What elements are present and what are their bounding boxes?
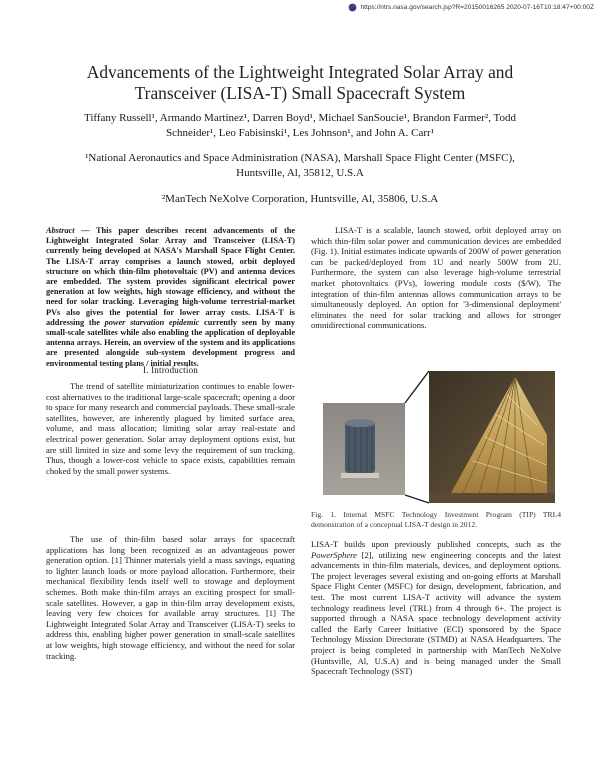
affiliation-nasa — [60, 151, 540, 181]
url-stamp-text: https://ntrs.nasa.gov/search.jsp?R=20150016265 2020-07-16T10:18:47+00:00Z — [360, 4, 594, 11]
title-line-2: Transceiver (LISA-T) Small Spacecraft System — [134, 83, 466, 103]
right-paragraph-2 — [311, 539, 561, 677]
nasa-ntrs-logo-icon — [348, 3, 357, 12]
deployed-array-photo — [429, 371, 555, 503]
right-paragraph-1-text: LISA-T is a scalable, launch stowed, orbit deployed array on which thin-film solar power and communication devices are embedded (Fig. 1). Initial estimates indicate upwards of 200W of power generation can be packed/deployed from 1U and nearly 500W from 2U. Furthermore, the system can also leverage high-volume terrestrial market photovoltaics (PVs), lowering module costs ($/W). The integration of thin-film antennas allows communication arrays to be simultaneously deployed. An option for '3-dimensional deployment' eliminates the need for solar tracking and allows for stronger omnidirectional communications. — [311, 225, 561, 331]
abstract — [46, 226, 295, 369]
right-paragraph-1 — [311, 225, 561, 331]
authors-line-2: Schneider¹, Leo Fabisinski¹, Les Johnson¹, and John A. Carr¹ — [166, 127, 434, 139]
title-line-1: Advancements of the Lightweight Integrated Solar Array and — [86, 62, 514, 82]
intro-paragraph-2-text: The use of thin-film based solar arrays for spacecraft applications has long been recognized as an advantageous power generation option. [1] Thinner materials yield a mass savings, equating to lighter launch loads or more payload allocation. Furthermore, their mechanical flexibility lends itself well to stowage and deployment schemes. Both make thin-film arrays an exciting prospect for small-scale satellites. However, a gap in thin-film array development exists, leaving very few choices for available array structures. [1] The Lightweight Integrated Solar Array and Transceiver (LISA-T) seeks to address this, enabling higher power generation in small-scale satellites at low weights, high stowage efficiency, and without the need for solar tracking. — [46, 534, 295, 661]
authors-line-1: Tiffany Russell¹, Armando Martinez¹, Darren Boyd¹, Michael SanSoucie¹, Brandon Farmer², Todd — [84, 112, 516, 124]
figure-1-caption: Fig. 1. Internal MSFC Technology Investment Program (TIP) TRL4 demonstration of a conceptual LISA-T design in 2012. — [311, 510, 561, 529]
affiliation-1-line-1: ¹National Aeronautics and Space Administration (NASA), Marshall Space Flight Center (MSFC), — [85, 152, 515, 164]
stowed-array-inset — [323, 403, 405, 495]
abstract-emphasis: power starvation epidemic — [104, 317, 200, 327]
affiliation-1-line-2: Huntsville, Al, 35812, U.S.A — [236, 167, 364, 179]
paper-title — [40, 62, 560, 104]
affiliation-mantech: ²ManTech NeXolve Corporation, Huntsville, Al, 35806, U.S.A — [161, 193, 439, 205]
intro-paragraph-1-text: The trend of satellite miniaturization continues to enable lower-cost alternatives to the traditional large-scale spacecraft; opening a door to space for many research and commercial payloads. These small-scale satellites, however, are inherently plagued by limited surface area, volume, and mass allocation; limiting solar array real-estate and electrical power generation. Solar array deployment options exist, but are still limited in size and some levy the requirement of sun tracking. Thus, though a lower-cost vehicle to space exists, capabilities remain choked by the small power systems. — [46, 381, 295, 476]
intro-paragraph-1 — [46, 381, 295, 476]
section-heading-introduction: I. Introduction — [143, 365, 198, 375]
abstract-label: Abstract — [46, 226, 75, 235]
intro-paragraph-2 — [46, 534, 295, 661]
abstract-text-a: — This paper describes recent advancements of the Lightweight Integrated Solar Array and Transceiver (LISA-T) currently being developed at NASA's Marshall Space Flight Center. The LISA-T array comprises a launch stowed, orbit deployed structure on which thin-film photovoltaic (PV) and antenna devices are embedded. The system provides significant electrical power generation at low weights, high stowage efficiency, and without the need for solar tracking. Leveraging high-volume terrestrial-market PVs also gives the potential for lower array costs. LISA-T is addressing the — [46, 226, 295, 327]
abstract-text-b: currently seen by many small-scale satellites while also enabling the application of deployable antenna arrays. Herein, an overview of the system and its applications are presented alongside sub-system development progress and environmental testing plans / initial results. — [46, 317, 295, 368]
right-paragraph-2-text-a: LISA-T builds upon previously published concepts, such as the — [311, 539, 561, 549]
right-paragraph-2-text-b: [2], utilizing new engineering concepts and the latest advancements in thin-film materials, devices, and deployment options. The project leverages several existing and on-going efforts at Marshall Space Flight Center (MSFC) for design, development, fabrication, and test. The most current LISA-T activity will advance the system technology readiness level (TRL) from 4 through 6+. The project is supported through a NASA space technology development activity called the Early Career Initiative (ECI) sponsored by the Space Technology Mission Directorate (STMD) at NASA Headquarters. The project is being completed in partnership with ManTech NeXolve (Huntsville, Al, U.S.A) and is being managed under the Small Spacecraft Technology (SST) — [311, 549, 561, 677]
powersphere-emphasis: PowerSphere — [311, 549, 357, 560]
figure-1-lisa-t-photo — [311, 365, 561, 505]
author-list — [60, 111, 540, 141]
url-stamp — [348, 3, 594, 12]
